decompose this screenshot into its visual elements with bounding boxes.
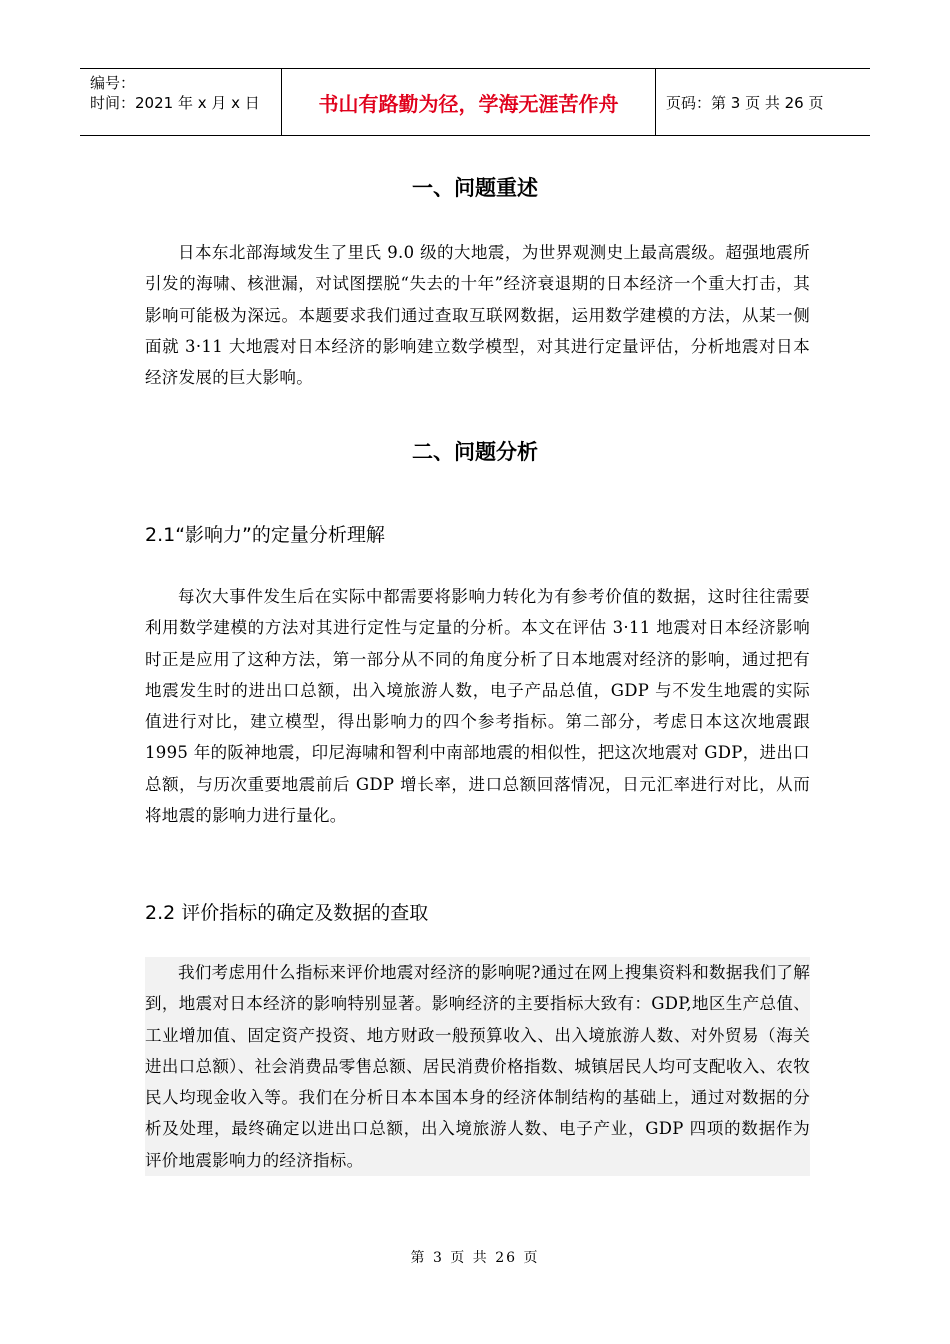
header-time-label: 时间：2021 年 x 月 x 日 [90, 94, 260, 112]
section-2-2-paragraph: 我们考虑用什么指标来评价地震对经济的影响呢?通过在网上搜集资料和数据我们了解到，地震对日本经济的影响特别显著。影响经济的主要指标大致有：GDP,地区生产总值、工业增加值、固定资产投资、地方财政一般预算收入、出入境旅游人数、对外贸易（海关进出口总额）、社会消费品零售总额、居民消费价格指数、城镇居民人均可支配收入、农牧民人均现金收入等。我们在分析日本本国本身的经济体制结构的基础上，通过对数据的分析及处理，最终确定以进出口总额，出入境旅游人数、电子产业，GDP 四项的数据作为评价地震影响力的经济指标。 [145, 957, 810, 1176]
page-header [80, 68, 870, 136]
header-number-label: 编号： [90, 74, 136, 92]
section-2-1-title: 2.1“影响力”的定量分析理解 [145, 524, 385, 546]
page-footer: 第 3 页 共 26 页 [410, 1250, 540, 1266]
section-2-2-title: 2.2 评价指标的确定及数据的查取 [145, 902, 429, 924]
section-1-title: 一、问题重述 [412, 176, 538, 200]
section-2-title: 二、问题分析 [412, 440, 538, 464]
header-motto: 书山有路勤为径，学海无涯苦作舟 [282, 69, 656, 135]
header-meta [80, 69, 282, 135]
section-2-1-paragraph: 每次大事件发生后在实际中都需要将影响力转化为有参考价值的数据，这时往往需要利用数学建模的方法对其进行定性与定量的分析。本文在评估 3·11 地震对日本经济影响时正是应用了这种方法，第一部分从不同的角度分析了日本地震对经济的影响，通过把有地震发生时的进出口总额，出入境旅游人数，电子产品总值，GDP 与不发生地震的实际值进行对比，建立模型，得出影响力的四个参考指标。第二部分，考虑日本这次地震跟 1995 年的阪神地震，印尼海啸和智利中南部地震的相似性，把这次地震对 GDP，进出口总额，与历次重要地震前后 GDP 增长率，进口总额回落情况，日元汇率进行对比，从而将地震的影响力进行量化。 [145, 587, 810, 826]
section-1-paragraph: 日本东北部海域发生了里氏 9.0 级的大地震，为世界观测史上最高震级。超强地震所引发的海啸、核泄漏，对试图摆脱“失去的十年”经济衰退期的日本经济一个重大打击，其影响可能极为深远。本题要求我们通过查取互联网数据，运用数学建模的方法，从某一侧面就 3·11 大地震对日本经济的影响建立数学模型，对其进行定量评估，分析地震对日本经济发展的巨大影响。 [145, 243, 810, 388]
header-page-code: 页码：第 3 页 共 26 页 [666, 93, 824, 112]
